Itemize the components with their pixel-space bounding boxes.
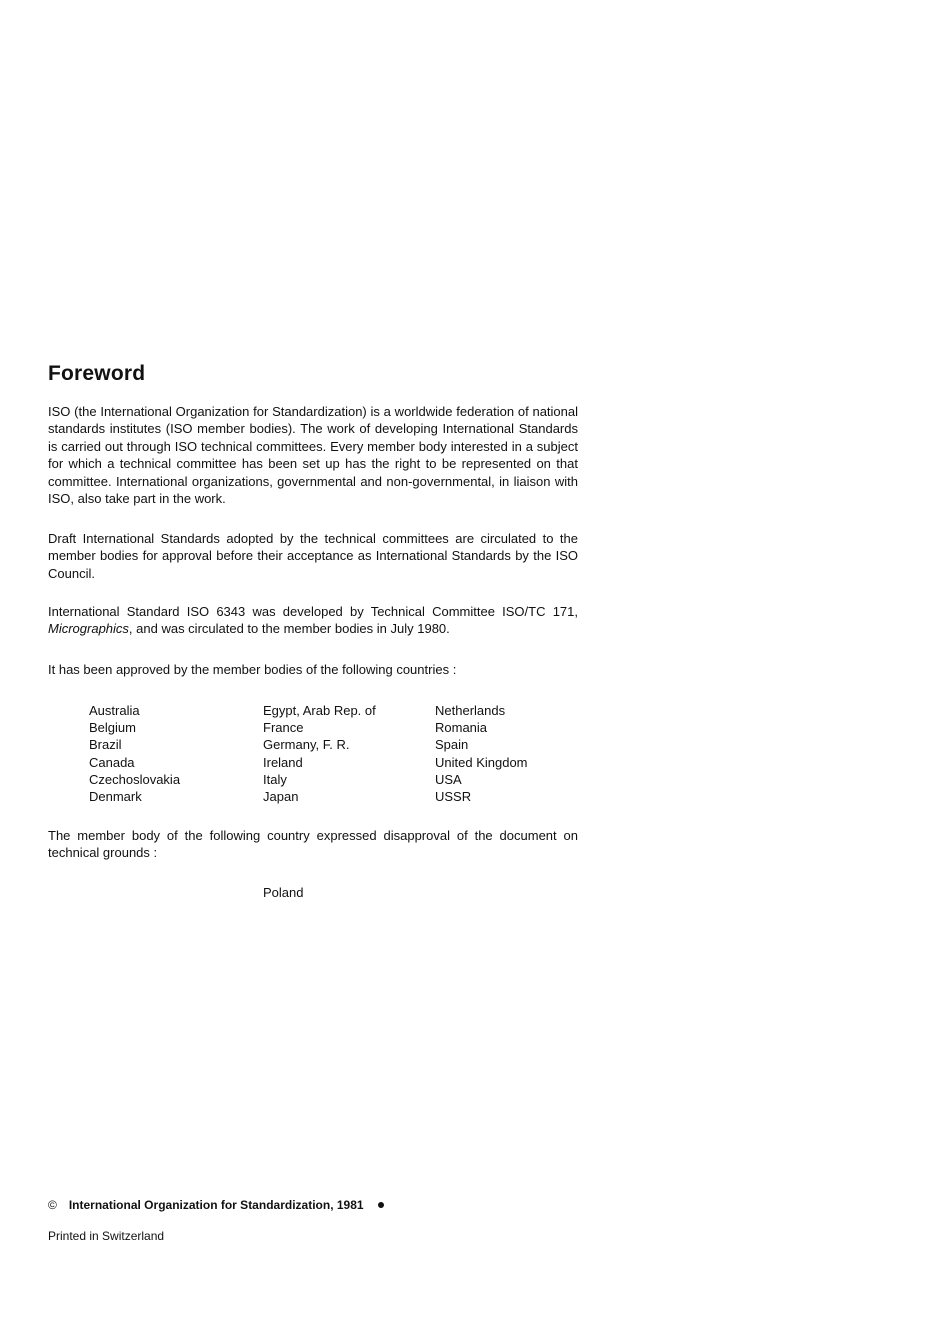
country-item: Egypt, Arab Rep. of [263, 703, 376, 718]
country-item: Japan [263, 789, 299, 805]
page-title: Foreword [48, 362, 146, 385]
country-item: Romania [435, 720, 488, 736]
country-item: Denmark [89, 789, 142, 805]
intro-paragraph: ISO (the International Organization for Standardization) is a worldwide federation of national standards institutes (ISO member bodies). The work of developing International Standards is carried out through ISO technical committees. Every member body interested in a subject for which a technical committee has been set up has the right to be represented on that committee. International organizations, governmental and non-governmental, in liaison with ISO, also take part in the work. [48, 404, 578, 507]
country-item: United Kingdom [435, 754, 528, 770]
country-item: Canada [89, 754, 135, 770]
country-item: Spain [435, 737, 469, 753]
country-item: USA [435, 771, 462, 787]
copyright-icon: © [48, 1198, 57, 1212]
country-item: Belgium [89, 720, 136, 736]
country-item: Australia [89, 703, 140, 718]
development-text-end: , and was circulated to the member bodies in July 1980. [128, 621, 450, 637]
copyright-text: International Organization for Standardization, 1981 [68, 1198, 364, 1212]
country-item: Netherlands [435, 703, 506, 718]
development-paragraph [48, 603, 578, 638]
approval-paragraph: Draft International Standards adopted by the technical committees are circulated to the member bodies for approval before their acceptance as International Standards by the ISO Council. [48, 531, 578, 581]
bullet-icon [378, 1202, 384, 1208]
country-item: Czechoslovakia [89, 771, 181, 787]
development-text-start: International Standard ISO 6343 was developed by Technical Committee ISO/TC 171, [48, 604, 578, 619]
country-item: USSR [435, 789, 472, 805]
country-item: Brazil [89, 737, 122, 753]
country-item: Germany, F. R. [263, 737, 350, 753]
copyright-line [48, 1198, 384, 1212]
country-column-2 [263, 702, 435, 805]
country-column-3 [435, 702, 595, 805]
printed-in: Printed in Switzerland [48, 1229, 165, 1243]
country-column-1 [89, 702, 263, 805]
country-item: France [263, 720, 304, 736]
committee-name: Micrographics [48, 621, 129, 637]
country-item: Italy [263, 771, 287, 787]
country-item: Ireland [263, 754, 303, 770]
disapproval-paragraph: The member body of the following country expressed disapproval of the document on technical grounds : [48, 828, 578, 861]
disapproving-country: Poland [263, 885, 304, 900]
approving-countries-list [89, 702, 595, 805]
approving-countries-intro: It has been approved by the member bodies of the following countries : [48, 662, 457, 677]
